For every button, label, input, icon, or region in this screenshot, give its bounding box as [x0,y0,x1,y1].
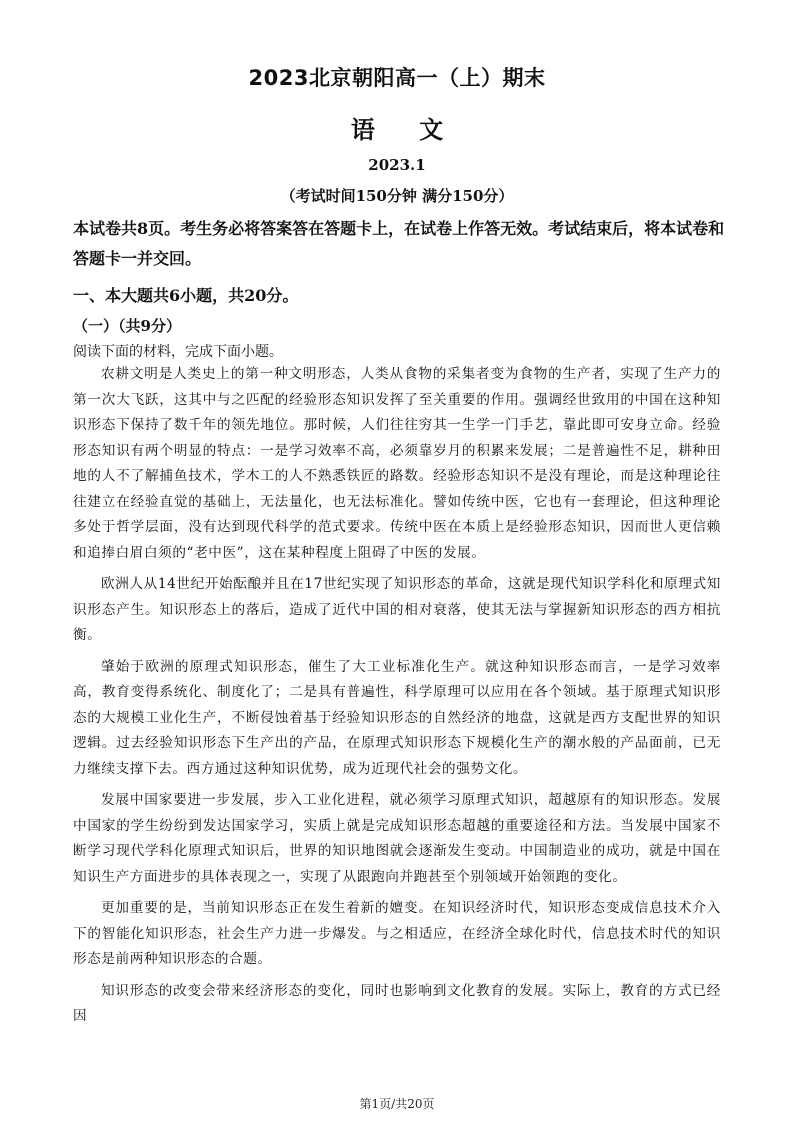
passage-paragraph: 欧洲人从14世纪开始酝酿并且在17世纪实现了知识形态的革命，这就是现代知识学科化和原理式知识形态产生。知识形态上的落后，造成了近代中国的相对衰落，使其无法与掌握新知识形态的西方相抗衡。 [73,576,721,643]
passage-paragraph: 肇始于欧洲的原理式知识形态，催生了大工业标准化生产。就这种知识形态而言，一是学习效率高，教育变得系统化、制度化了；二是具有普遍性，科学原理可以应用在各个领域。基于原理式知识形态的大规模工业化生产，不断侵蚀着基于经验知识形态的自然经济的地盘，这就是西方支配世界的知识逻辑。过去经验知识形态下生产出的产品，在原理式知识形态下规模化生产的潮水般的产品面前，已无力继续支撑下去。西方通过这种知识优势，成为近现代社会的强势文化。 [73,658,721,777]
reading-prompt: 阅读下面的材料，完成下面小题。 [73,344,283,360]
subsection-heading: （一）（共9分） [73,317,181,335]
passage-paragraph: 知识形态的改变会带来经济形态的变化，同时也影响到文化教育的发展。实际上，教育的方式已经因 [73,982,721,1024]
reading-passage [73,362,721,1030]
passage-paragraph: 更加重要的是，当前知识形态正在发生着新的嬗变。在知识经济时代，知识形态变成信息技术介入下的智能化知识形态，社会生产力进一步爆发。与之相适应，在经济全球化时代，信息技术时代的知识形态是前两种知识形态的合题。 [73,900,721,967]
section-heading: 一、本大题共6小题，共20分。 [73,286,299,305]
passage-paragraph: 发展中国家要进一步发展，步入工业化进程，就必须学习原理式知识，超越原有的知识形态。发展中国家的学生纷纷到发达国家学习，实质上就是完成知识形态超越的重要途径和方法。当发展中国家不断学习现代学科化原理式知识后，世界的知识地图就会逐渐发生变动。中国制造业的成功，就是中国在知识生产方面进步的具体表现之一，实现了从跟跑向并跑甚至个别领域开始领跑的变化。 [73,792,721,885]
page-number: 第1页/共20页 [359,1097,435,1111]
exam-time-score: （考试时间150分钟 满分150分） [280,187,514,205]
exam-title: 2023北京朝阳高一（上）期末 [248,66,546,90]
exam-instructions: 本试卷共8页。考生务必将答案答在答题卡上，在试卷上作答无效。考试结束后，将本试卷和答题卡一并交回。 [73,219,725,268]
exam-date: 2023.1 [368,156,426,174]
passage-paragraph: 农耕文明是人类史上的第一种文明形态，人类从食物的采集者变为食物的生产者，实现了生产力的第一次大飞跃，这其中与之匹配的经验形态知识发挥了至关重要的作用。强调经世致用的中国在这种知识形态下保持了数千年的领先地位。那时候，人们往往穷其一生学一门手艺，靠此即可安身立命。经验形态知识有两个明显的特点：一是学习效率不高，必须靠岁月的积累来发展；二是普遍性不足，耕种田地的人不了解捕鱼技术，学木工的人不熟悉铁匠的路数。经验形态知识不是没有理论，而是这种理论往往建立在经验直觉的基础上，无法量化，也无法标准化。譬如传统中医，它也有一套理论，但这种理论多处于哲学层面，没有达到现代科学的范式要求。传统中医在本质上是经验形态知识，因而世人更信赖和追捧白眉白须的“老中医”，这在某种程度上阻碍了中医的发展。 [73,366,721,561]
subject-title: 语 文 [350,116,444,144]
